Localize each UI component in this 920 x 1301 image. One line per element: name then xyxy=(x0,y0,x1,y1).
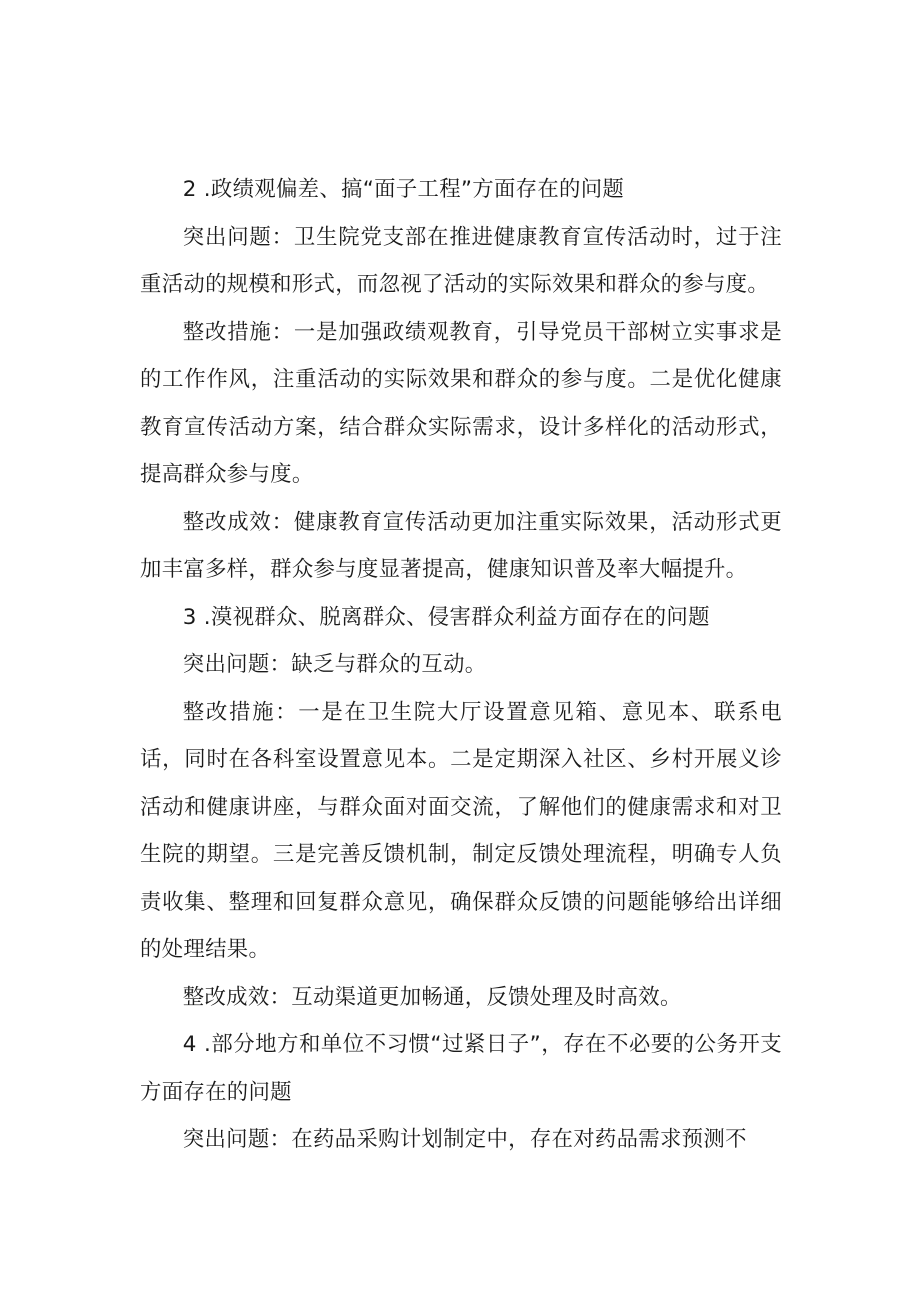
paragraph-problem-4: 突出问题：在药品采购计划制定中，存在对药品需求预测不 xyxy=(182,1127,747,1152)
paragraph-measures-3: 整改措施：一是在卫生院大厅设置意见箱、意见本、联系电话，同时在各科室设置意见本。二是定期深入社区、乡村开展义诊活动和健康讲座，与群众面对面交流，了解他们的健康需求和对卫生院的期望。三是完善反馈机制，制定反馈处理流程，明确专人负责收集、整理和回复群众意见，确保群众反馈的问题能够给出详细的处理结果。 xyxy=(140,699,782,962)
paragraph-results-3: 整改成效：互动渠道更加畅通，反馈处理及时高效。 xyxy=(182,984,682,1010)
section-heading-2: 2 .政绩观偏差、搞“面子工程”方面存在的问题 xyxy=(182,177,625,202)
section-heading-3: 3 .漠视群众、脱离群众、侵害群众利益方面存在的问题 xyxy=(182,604,710,630)
paragraph-problem-3: 突出问题：缺乏与群众的互动。 xyxy=(182,652,487,677)
paragraph-measures-2: 整改措施：一是加强政绩观教育，引导党员干部树立实事求是的工作作风，注重活动的实际效果和群众的参与度。二是优化健康教育宣传活动方案，结合群众实际需求，设计多样化的活动形式，提高群众参与度。 xyxy=(140,319,782,487)
paragraph-results-2: 整改成效：健康教育宣传活动更加注重实际效果，活动形式更加丰富多样，群众参与度显著提高，健康知识普及率大幅提升。 xyxy=(140,509,782,582)
document-body xyxy=(140,166,782,1164)
paragraph-problem-2: 突出问题：卫生院党支部在推进健康教育宣传活动时，过于注重活动的规模和形式，而忽视了活动的实际效果和群众的参与度。 xyxy=(140,224,782,297)
section-heading-4: 4 .部分地方和单位不习惯“过紧日子”，存在不必要的公务开支方面存在的问题 xyxy=(140,1032,782,1105)
